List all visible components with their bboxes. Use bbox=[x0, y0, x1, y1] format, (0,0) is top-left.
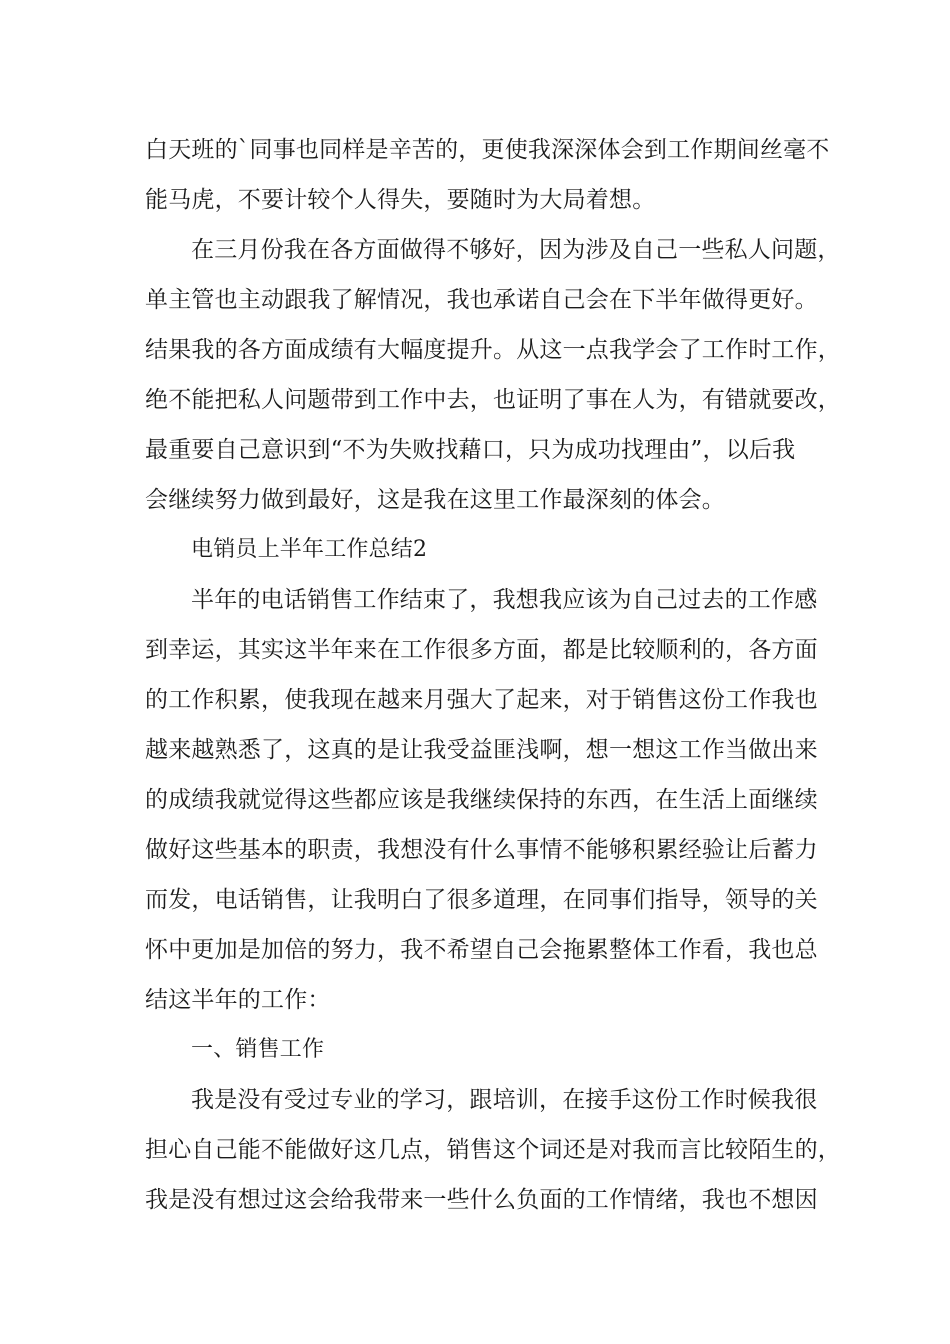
paragraph-line: 到幸运，其实这半年来在工作很多方面，都是比较顺利的，各方面 bbox=[145, 637, 818, 663]
paragraph-line: 白天班的`同事也同样是辛苦的，更使我深深体会到工作期间丝毫不 bbox=[145, 137, 830, 163]
paragraph-line: 我是没有受过专业的学习，跟培训，在接手这份工作时候我很 bbox=[191, 1087, 818, 1113]
paragraph-line: 的工作积累，使我现在越来月强大了起来，对于销售这份工作我也 bbox=[145, 687, 818, 713]
paragraph-line: 单主管也主动跟我了解情况，我也承诺自己会在下半年做得更好。 bbox=[145, 287, 818, 313]
paragraph-line: 怀中更加是加倍的努力，我不希望自己会拖累整体工作看，我也总 bbox=[145, 937, 818, 963]
paragraph-line: 做好这些基本的职责，我想没有什么事情不能够积累经验让后蓄力 bbox=[145, 837, 818, 863]
paragraph-line: 结这半年的工作： bbox=[145, 987, 331, 1013]
paragraph-line: 半年的电话销售工作结束了，我想我应该为自己过去的工作感 bbox=[191, 587, 818, 613]
subsection-heading: 一、销售工作 bbox=[191, 1037, 325, 1062]
paragraph-line: 结果我的各方面成绩有大幅度提升。从这一点我学会了工作时工作， bbox=[145, 337, 841, 363]
section-heading: 电销员上半年工作总结2 bbox=[191, 537, 428, 562]
paragraph-line: 越来越熟悉了，这真的是让我受益匪浅啊，想一想这工作当做出来 bbox=[145, 737, 818, 763]
paragraph-line: 绝不能把私人问题带到工作中去，也证明了事在人为，有错就要改， bbox=[145, 387, 841, 413]
paragraph-line: 在三月份我在各方面做得不够好，因为涉及自己一些私人问题， bbox=[191, 237, 841, 263]
paragraph-line: 担心自己能不能做好这几点，销售这个词还是对我而言比较陌生的， bbox=[145, 1137, 841, 1163]
paragraph-line: 能马虎，不要计较个人得失，要随时为大局着想。 bbox=[145, 187, 656, 213]
paragraph-line: 而发，电话销售，让我明白了很多道理，在同事们指导，领导的关 bbox=[145, 887, 818, 913]
paragraph-line: 的成绩我就觉得这些都应该是我继续保持的东西，在生活上面继续 bbox=[145, 787, 818, 813]
paragraph-line: 会继续努力做到最好，这是我在这里工作最深刻的体会。 bbox=[145, 487, 725, 513]
paragraph-line: 最重要自己意识到“不为失败找藉口，只为成功找理由”，以后我 bbox=[145, 437, 796, 463]
paragraph-line: 我是没有想过这会给我带来一些什么负面的工作情绪，我也不想因 bbox=[145, 1187, 818, 1213]
